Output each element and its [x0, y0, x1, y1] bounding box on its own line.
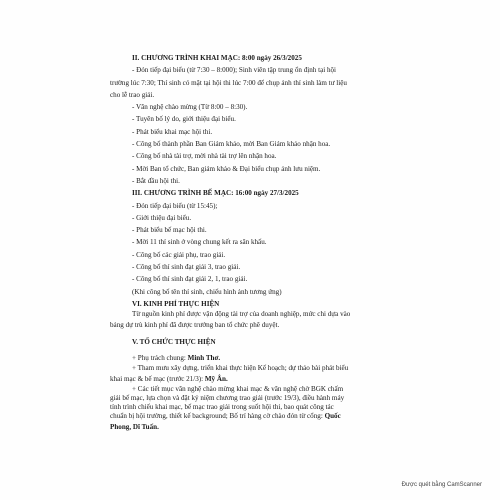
list-item: - Mời 11 thí sinh ở vòng chung kết ra sân khấu.: [132, 238, 267, 247]
list-item: - Công bố thành phần Ban Giám khảo, mời Ban Giám khảo nhận hoa.: [132, 140, 331, 149]
list-item: - Công bố thí sinh đạt giải 3, trao giải.: [132, 263, 241, 272]
text-span: chuẩn bị hội trường, thiết kế background; Bố trí hàng cờ chào đón từ cổng:: [110, 412, 325, 421]
paragraph-line: trường lúc 7:30; Thí sinh có mặt tại hội thi lúc 7:00 để chụp ảnh thí sinh làm tư liệu: [110, 78, 347, 87]
section-5-heading: V. TỔ CHỨC THỰC HIỆN: [132, 337, 216, 346]
assignee-name: Phong, Dĩ Tuấn.: [110, 423, 159, 432]
list-item: - Giới thiệu đại biểu.: [132, 213, 192, 222]
list-item: - Công bố các giải phụ, trao giải.: [132, 250, 226, 259]
paragraph-line: bảng dự trù kinh phí đã được trưởng ban tổ chức phê duyệt.: [110, 321, 280, 330]
assignee-name: Quốc: [324, 412, 341, 421]
section-3-heading: III. CHƯƠNG TRÌNH BẾ MẠC: 16:00 ngày 27/3/2025: [132, 189, 299, 198]
document-body: [110, 52, 398, 434]
paragraph-line: tính trình chiếu khai mạc, bế mạc trao giải trong suốt hội thi, bao quát công tác: [110, 403, 334, 412]
section-6-heading: VI. KINH PHÍ THỰC HIỆN: [132, 299, 220, 308]
paragraph-line: + Tham mưu xây dựng, triển khai thực hiện Kế hoạch; dự thảo bài phát biểu: [132, 364, 349, 373]
list-item: - Mời Ban tổ chức, Ban giám khảo & Đại biểu chụp ảnh lưu niệm.: [132, 164, 321, 173]
assignee-name: Mỹ Ân.: [204, 375, 228, 384]
list-item: - Phát biểu khai mạc hội thi.: [132, 127, 213, 136]
list-item: - Công bố thí sinh đạt giải 2, 1, trao giải.: [132, 275, 248, 284]
paragraph-line: Từ nguồn kinh phí được vận động tài trợ của doanh nghiệp, mức chi dựa vào: [132, 310, 351, 319]
list-item: - Phát biểu bế mạc hội thi.: [132, 226, 207, 235]
lead-label: + Phụ trách chung:: [132, 353, 188, 362]
scanner-watermark: Được quét bằng CamScanner: [401, 482, 482, 488]
lead-name: Minh Thơ.: [187, 353, 221, 362]
note-line: (Khi công bố tên thí sinh, chiếu hình ảnh tương ứng): [132, 287, 282, 296]
list-item: - Tuyên bố lý do, giới thiệu đại biểu.: [132, 115, 236, 124]
paragraph-line: [110, 373, 398, 385]
list-item: - Văn nghệ chào mừng (Từ 8:00 – 8:30).: [132, 103, 248, 112]
paragraph-line: [110, 352, 398, 364]
paragraph-line: + Các tiết mục văn nghệ chào mừng khai mạc & văn nghệ chờ BGK chấm: [132, 385, 344, 394]
list-item: - Đón tiếp đại biểu (từ 15:45);: [132, 201, 218, 210]
paragraph-line: [110, 412, 398, 421]
text-span: khai mạc & bế mạc (trước 21/3):: [110, 375, 205, 384]
paragraph-line: giải bế mạc, lựa chọn và đặt kỷ niệm chương trao giải (trước 19/3), điều hành máy: [110, 394, 345, 403]
paragraph-line: - Đón tiếp đại biểu (từ 7:30 – 8:000); Sinh viên tập trung ổn định tại hội: [132, 66, 337, 75]
paragraph-line: cho lễ trao giải.: [110, 90, 155, 99]
list-item: - Công bố nhà tài trợ, mời nhà tài trợ lên nhận hoa.: [132, 152, 277, 161]
section-2-heading: II. CHƯƠNG TRÌNH KHAI MẠC: 8:00 ngày 26/3/2025: [132, 54, 302, 62]
list-item: - Bắt đầu hội thi.: [132, 176, 180, 185]
